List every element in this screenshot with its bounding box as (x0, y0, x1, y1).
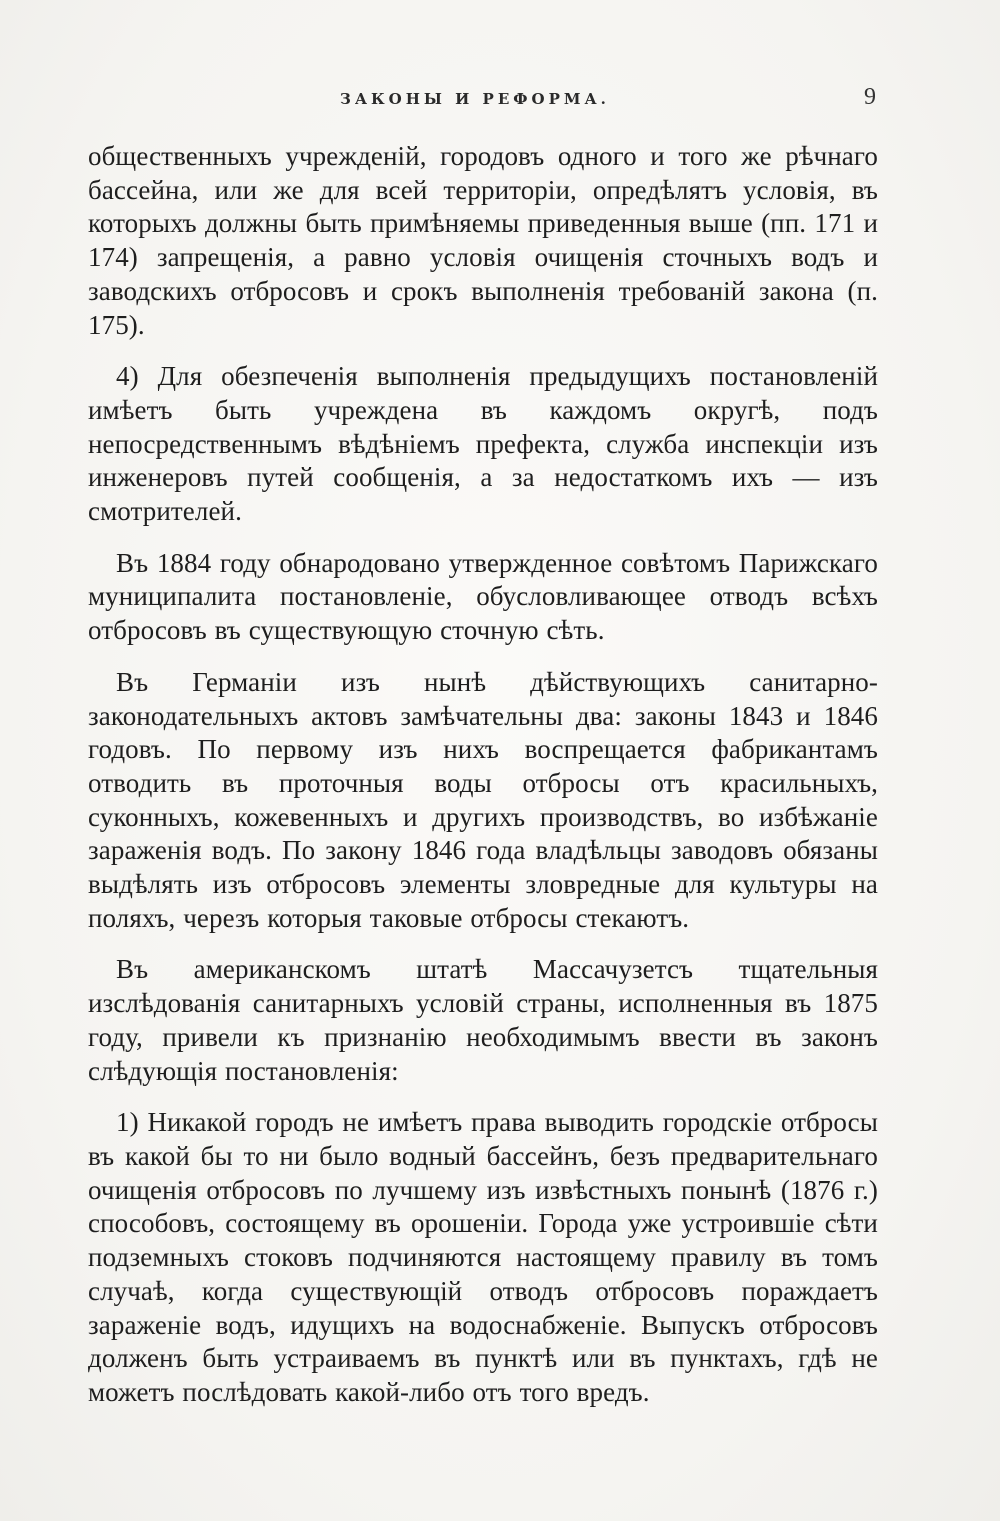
paragraph-rule-1: 1) Никакой городъ не имѣетъ права выводить городскіе отбросы въ какой бы то ни было водный бассейнъ, безъ предварительнаго очищенія отбросовъ по лучшему изъ извѣстныхъ понынѣ (1876 г.) способовъ, состоящему въ орошеніи. Города уже устроившіе сѣти подземныхъ стоковъ подчиняются настоящему правилу въ томъ случаѣ, когда существующій отводъ отбросовъ пораждаетъ зараженіе водъ, идущихъ на водоснабженіе. Выпускъ отбросовъ долженъ быть устраиваемъ въ пунктѣ или въ пунктахъ, гдѣ не можетъ послѣдовать какой-либо отъ того вредъ. (88, 1107, 878, 1407)
paragraph-massachusetts: Въ американскомъ штатѣ Массачузетсъ тщательныя изслѣдованія санитарныхъ условій страны, исполненныя въ 1875 году, привели къ признанію необходимымъ ввести въ законъ слѣдующія постановленія: (88, 954, 878, 1086)
paragraph-continued: общественныхъ учрежденій, городовъ одного и того же рѣчнаго бассейна, или же для всей территоріи, опредѣлятъ условія, въ которыхъ должны быть примѣняемы приведенныя выше (пп. 171 и 174) запрещенія, а равно условія очищенія сточныхъ водъ и заводскихъ отбросовъ и срокъ выполненія требованій закона (п. 175). (88, 141, 878, 340)
page-number: 9 (864, 84, 876, 110)
paragraph-germany-laws: Въ Германіи изъ нынѣ дѣйствующихъ санитарно-законодательныхъ актовъ замѣчательны два: законы 1843 и 1846 годовъ. По первому изъ нихъ воспрещается фабрикантамъ отводить въ проточныя воды отбросы отъ красильныхъ, суконныхъ, кожевенныхъ и другихъ производствъ, во избѣжаніе зараженія водъ. По закону 1846 года владѣльцы заводовъ обязаны выдѣлять изъ отбросовъ элементы зловредные для культуры на поляхъ, черезъ которыя таковые отбросы стекаютъ. (88, 666, 878, 933)
paragraph-inspection-service: 4) Для обезпеченія выполненія предыдущихъ постановленій имѣетъ быть учреждена въ каждомъ округѣ, подъ непосредственнымъ вѣдѣніемъ префекта, служба инспекціи изъ инженеровъ путей сообщенія, а за недостаткомъ ихъ — изъ смотрителей. (88, 361, 878, 527)
page-body (88, 140, 878, 1428)
paragraph-paris-1884: Въ 1884 году обнародовано утвержденное совѣтомъ Парижскаго муниципалита постановленіе, обусловливающее отводъ всѣхъ отбросовъ въ существующую сточную сѣть. (88, 547, 878, 646)
page-header (88, 84, 876, 114)
running-title: ЗАКОНЫ И РЕФОРМА. (340, 90, 610, 108)
